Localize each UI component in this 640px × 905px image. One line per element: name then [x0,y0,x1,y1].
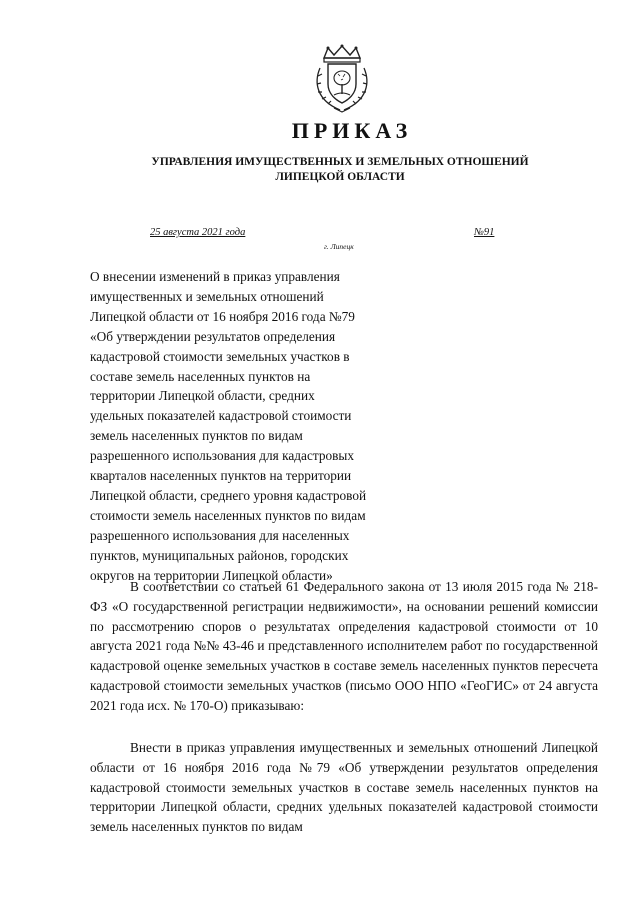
order-city: г. Липецк [324,242,354,251]
body-paragraph-1: В соответствии со статьей 61 Федерального закона от 13 июля 2015 года № 218-ФЗ «О государственной регистрации недвижимости», на основании решений комиссии по рассмотрению споров о результатах определения кадастровой стоимости от 10 августа 2021 года №№ 43-46 и представленного исполнителем работ по государственной кадастровой оценке земельных участков в составе земель населенных пунктов пересчета кадастровой стоимости земельных участков (письмо ООО НПО «ГеоГИС» от 24 августа 2021 года исх. № 170-О) приказываю: [90,579,598,713]
issuing-authority-line-2: ЛИПЕЦКОЙ ОБЛАСТИ [275,171,405,183]
subject-line: пунктов, муниципальных районов, городских [90,547,349,563]
subject-line: удельных показателей кадастровой стоимости [90,408,352,424]
subject-line: Липецкой области, среднего уровня кадастровой [90,487,367,503]
subject-line: кварталов населенных пунктов на территории [90,468,352,484]
order-subject [90,267,420,586]
order-number: №91 [474,227,495,238]
subject-line: кадастровой стоимости земельных участков в [90,348,350,364]
subject-line: имущественных и земельных отношений [90,288,324,304]
subject-line: разрешенного использования для населенных [90,527,350,543]
issuing-authority [90,155,590,185]
coat-of-arms-icon [312,44,372,114]
subject-line: разрешенного использования для кадастровых [90,448,354,464]
subject-line: Липецкой области от 16 ноября 2016 года №79 [90,308,355,324]
order-date: 25 августа 2021 года [150,227,246,238]
subject-line: О внесении изменений в приказ управления [90,269,340,284]
subject-line: территории Липецкой области, средних [90,388,315,404]
document-title: ПРИКАЗ [291,118,413,143]
subject-line: «Об утверждении результатов определения [90,328,336,344]
subject-line: земель населенных пунктов по видам [90,428,303,444]
subject-line: стоимости земель населенных пунктов по видам [90,507,366,523]
subject-line: составе земель населенных пунктов на [90,368,311,384]
issuing-authority-line-1: УПРАВЛЕНИЯ ИМУЩЕСТВЕННЫХ И ЗЕМЕЛЬНЫХ ОТНОШЕНИЙ [151,156,529,168]
subject-line: округов на территории Липецкой области» [90,567,333,583]
body-paragraph-2: Внести в приказ управления имущественных и земельных отношений Липецкой области от 16 ноября 2016 года №79 «Об утверждении результатов определения кадастровой стоимости земельных участков в составе земель населенных пунктов на территории Липецкой области, средних удельных показателей кадастровой стоимости земель населенных пунктов по видам [90,740,598,835]
